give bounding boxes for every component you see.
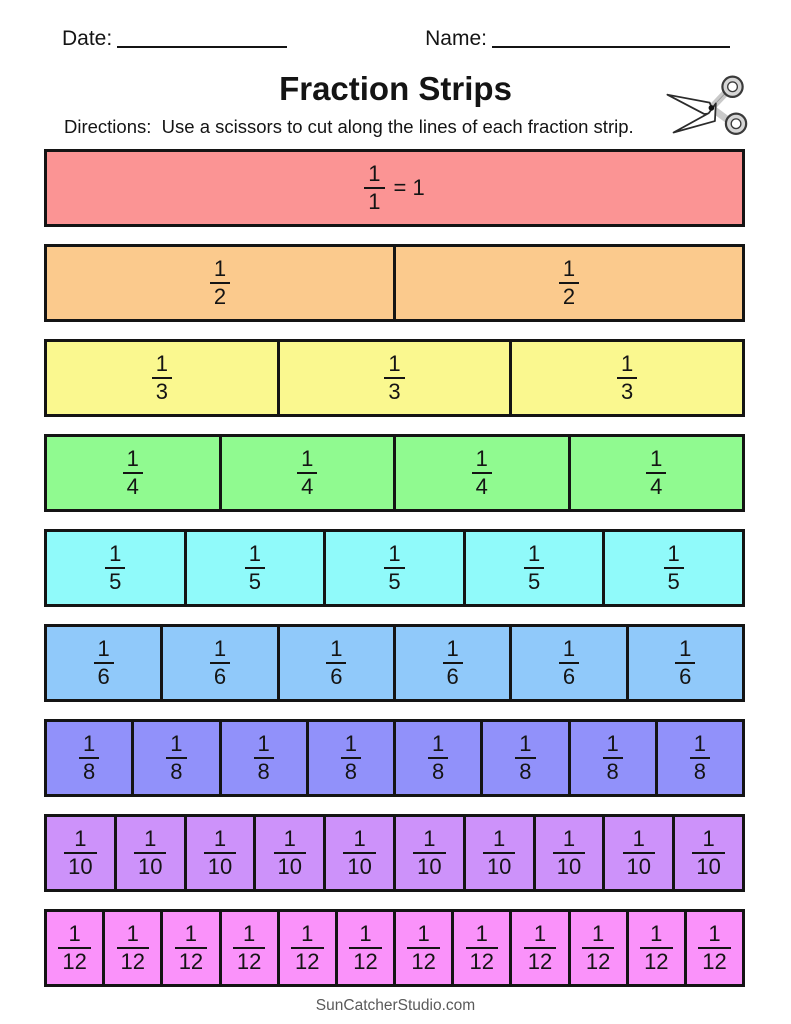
- fraction-cell-1-4: [571, 437, 743, 509]
- fraction-numerator: 1: [353, 826, 366, 851]
- fraction-denominator: 6: [562, 664, 576, 689]
- fraction-numerator: 1: [592, 921, 605, 946]
- fraction-denominator: 5: [109, 569, 122, 594]
- fraction-denominator: 5: [667, 569, 680, 594]
- fraction-cell-1-12: [454, 912, 512, 984]
- fraction-denominator: 4: [650, 474, 663, 499]
- fraction-cell-1-1: [47, 152, 742, 224]
- fraction-numerator: 1: [423, 826, 436, 851]
- fraction-label: [64, 828, 96, 878]
- fraction-denominator: 10: [68, 854, 93, 879]
- fraction-label: [443, 638, 463, 688]
- fraction-label: [603, 733, 623, 783]
- fraction-label: [326, 638, 346, 688]
- fraction-numerator: 1: [679, 636, 692, 661]
- fraction-cell-1-8: [396, 722, 483, 794]
- fraction-denominator: 2: [562, 284, 576, 309]
- fraction-cell-1-5: [187, 532, 327, 604]
- fraction-numerator: 1: [632, 826, 645, 851]
- fraction-label: [341, 733, 361, 783]
- fraction-denominator: 10: [556, 854, 582, 879]
- fraction-numerator: 1: [74, 826, 87, 851]
- fraction-cell-1-8: [483, 722, 570, 794]
- fraction-label: [343, 828, 375, 878]
- fraction-cell-1-8: [134, 722, 221, 794]
- fraction-label: [274, 828, 306, 878]
- fraction-strips-container: [44, 149, 745, 1004]
- fraction-label: [559, 258, 579, 308]
- fraction-cell-1-12: [222, 912, 280, 984]
- fraction-strip-1-1: [44, 149, 745, 227]
- fraction-label: [210, 258, 230, 308]
- fraction-label: [664, 543, 684, 593]
- fraction-label: [698, 923, 730, 973]
- fraction-cell-1-10: [187, 817, 257, 889]
- fraction-cell-1-8: [658, 722, 742, 794]
- fraction-strip-1-2: [44, 244, 745, 322]
- fraction-cell-1-10: [117, 817, 187, 889]
- fraction-numerator: 1: [388, 541, 401, 566]
- fraction-denominator: 10: [207, 854, 233, 879]
- fraction-numerator: 1: [144, 826, 157, 851]
- fraction-denominator: 8: [170, 759, 183, 784]
- fraction-label: [553, 828, 585, 878]
- fraction-label: [559, 638, 579, 688]
- fraction-label: [291, 923, 323, 973]
- fraction-cell-1-10: [536, 817, 606, 889]
- date-field: [62, 27, 287, 50]
- fraction-numerator: 1: [68, 921, 81, 946]
- fraction-label: [690, 733, 710, 783]
- fraction-label: [245, 543, 265, 593]
- fraction-numerator: 1: [359, 921, 372, 946]
- fraction-numerator: 1: [170, 731, 183, 756]
- fraction-cell-1-12: [629, 912, 687, 984]
- fraction-cell-1-5: [47, 532, 187, 604]
- fraction-denominator: 10: [626, 854, 652, 879]
- fraction-cell-1-3: [47, 342, 280, 414]
- fraction-cell-1-5: [466, 532, 606, 604]
- fraction-denominator: 3: [155, 379, 168, 404]
- fraction-cell-1-12: [571, 912, 629, 984]
- fraction-label: [364, 163, 384, 213]
- fraction-label: [623, 828, 655, 878]
- fraction-cell-1-8: [47, 722, 134, 794]
- fraction-cell-1-6: [396, 627, 512, 699]
- fraction-strip-1-8: [44, 719, 745, 797]
- fraction-denominator: 6: [679, 664, 692, 689]
- fraction-label: [349, 923, 381, 973]
- fraction-denominator: 12: [411, 949, 436, 974]
- fraction-label: [384, 353, 404, 403]
- fraction-label: [646, 448, 666, 498]
- fraction-denominator: 12: [353, 949, 378, 974]
- fraction-label: [617, 353, 637, 403]
- fraction-numerator: 1: [301, 446, 314, 471]
- fraction-denominator: 12: [295, 949, 320, 974]
- fraction-numerator: 1: [475, 446, 488, 471]
- fraction-numerator: 1: [97, 636, 110, 661]
- fraction-numerator: 1: [533, 921, 547, 946]
- fraction-cell-1-10: [326, 817, 396, 889]
- fraction-denominator: 6: [446, 664, 459, 689]
- fraction-numerator: 1: [432, 731, 445, 756]
- fraction-numerator: 1: [446, 636, 459, 661]
- fraction-numerator: 1: [344, 731, 357, 756]
- fraction-denominator: 6: [330, 664, 343, 689]
- fraction-cell-1-3: [280, 342, 513, 414]
- fraction-denominator: 12: [585, 949, 611, 974]
- fraction-cell-1-10: [47, 817, 117, 889]
- fraction-strip-1-4: [44, 434, 745, 512]
- fraction-label: [175, 923, 207, 973]
- fraction-label: [117, 923, 149, 973]
- fraction-strip-1-12: [44, 909, 745, 987]
- fraction-denominator: 8: [257, 759, 270, 784]
- fraction-numerator: 1: [109, 541, 122, 566]
- fraction-denominator: 12: [702, 949, 727, 974]
- fraction-label: [582, 923, 614, 973]
- fraction-cell-1-4: [396, 437, 571, 509]
- fraction-strip-1-6: [44, 624, 745, 702]
- fraction-denominator: 1: [368, 189, 381, 214]
- fraction-label: [94, 638, 114, 688]
- fraction-cell-1-4: [47, 437, 222, 509]
- fraction-label: [233, 923, 265, 973]
- fraction-numerator: 1: [283, 826, 296, 851]
- fraction-denominator: 5: [388, 569, 401, 594]
- fraction-numerator: 1: [650, 446, 663, 471]
- fraction-denominator: 4: [126, 474, 139, 499]
- fraction-cell-1-6: [47, 627, 163, 699]
- fraction-label: [675, 638, 695, 688]
- fraction-cell-1-12: [163, 912, 221, 984]
- fraction-label: [134, 828, 166, 878]
- fraction-numerator: 1: [562, 256, 576, 281]
- fraction-label: [254, 733, 274, 783]
- fraction-numerator: 1: [368, 161, 381, 186]
- fraction-numerator: 1: [301, 921, 314, 946]
- fraction-label: [204, 828, 236, 878]
- fraction-cell-1-2: [47, 247, 396, 319]
- date-blank-line: [117, 44, 287, 48]
- fraction-cell-1-6: [163, 627, 279, 699]
- fraction-label: [297, 448, 317, 498]
- fraction-denominator: 4: [475, 474, 488, 499]
- fraction-numerator: 1: [606, 731, 619, 756]
- fraction-cell-1-12: [512, 912, 570, 984]
- fraction-numerator: 1: [83, 731, 96, 756]
- fraction-cell-1-6: [512, 627, 628, 699]
- fraction-numerator: 1: [330, 636, 343, 661]
- fraction-numerator: 1: [184, 921, 198, 946]
- fraction-numerator: 1: [562, 826, 576, 851]
- fraction-numerator: 1: [417, 921, 430, 946]
- fraction-numerator: 1: [493, 826, 506, 851]
- fraction-cell-1-12: [396, 912, 454, 984]
- fraction-denominator: 12: [62, 949, 87, 974]
- fraction-numerator: 1: [475, 921, 488, 946]
- fraction-label: [524, 923, 556, 973]
- fraction-denominator: 12: [644, 949, 669, 974]
- fraction-denominator: 12: [469, 949, 495, 974]
- fraction-numerator: 1: [257, 731, 270, 756]
- page-title: Fraction Strips: [279, 70, 512, 108]
- fraction-cell-1-5: [605, 532, 742, 604]
- footer-credit: SunCatcherStudio.com: [315, 997, 476, 1014]
- fraction-denominator: 6: [97, 664, 110, 689]
- fraction-label: [166, 733, 186, 783]
- fraction-label: [483, 828, 515, 878]
- fraction-numerator: 1: [702, 826, 715, 851]
- fraction-label: [152, 353, 172, 403]
- fraction-denominator: 12: [120, 949, 145, 974]
- fraction-cell-1-8: [571, 722, 658, 794]
- fraction-denominator: 12: [178, 949, 204, 974]
- fraction-strip-1-5: [44, 529, 745, 607]
- fraction-strip-1-10: [44, 814, 745, 892]
- date-label: Date:: [62, 27, 113, 50]
- fraction-label: [515, 733, 535, 783]
- name-label: Name:: [425, 27, 487, 50]
- fraction-label: [524, 543, 544, 593]
- fraction-label: [79, 733, 99, 783]
- fraction-cell-1-10: [396, 817, 466, 889]
- fraction-label: [466, 923, 498, 973]
- fraction-label: [58, 923, 90, 973]
- fraction-denominator: 4: [301, 474, 314, 499]
- fraction-denominator: 12: [236, 949, 262, 974]
- fraction-label: [413, 828, 445, 878]
- fraction-numerator: 1: [126, 446, 139, 471]
- fraction-denominator: 6: [213, 664, 227, 689]
- fraction-cell-1-12: [280, 912, 338, 984]
- directions-text: Directions: Use a scissors to cut along the lines of each fraction strip.: [64, 116, 634, 138]
- fraction-label: [692, 828, 724, 878]
- fraction-cell-1-10: [675, 817, 742, 889]
- fraction-numerator: 1: [213, 826, 227, 851]
- fraction-denominator: 8: [344, 759, 357, 784]
- fraction-cell-1-10: [256, 817, 326, 889]
- fraction-label: [428, 733, 448, 783]
- fraction-denominator: 8: [606, 759, 619, 784]
- fraction-denominator: 8: [693, 759, 706, 784]
- fraction-denominator: 2: [213, 284, 227, 309]
- header-fields-row: [0, 0, 791, 50]
- fraction-numerator: 1: [126, 921, 139, 946]
- fraction-cell-1-6: [280, 627, 396, 699]
- fraction-cell-1-5: [326, 532, 466, 604]
- fraction-numerator: 1: [248, 541, 262, 566]
- fraction-label: [384, 543, 404, 593]
- fraction-denominator: 8: [432, 759, 445, 784]
- scissors-icon: [663, 74, 751, 140]
- fraction-denominator: 8: [519, 759, 532, 784]
- name-blank-line: [492, 44, 730, 48]
- fraction-denominator: 10: [277, 854, 303, 879]
- fraction-numerator: 1: [650, 921, 663, 946]
- fraction-denominator: 10: [696, 854, 721, 879]
- fraction-denominator: 3: [621, 379, 634, 404]
- fraction-numerator: 1: [621, 351, 634, 376]
- fraction-label: [640, 923, 672, 973]
- fraction-denominator: 5: [248, 569, 262, 594]
- fraction-cell-1-3: [512, 342, 742, 414]
- fraction-label: [472, 448, 492, 498]
- fraction-cell-1-12: [105, 912, 163, 984]
- fraction-denominator: 5: [527, 569, 541, 594]
- fraction-label: [123, 448, 143, 498]
- fraction-label: [407, 923, 439, 973]
- fraction-cell-1-4: [222, 437, 397, 509]
- fraction-numerator: 1: [213, 256, 227, 281]
- fraction-numerator: 1: [519, 731, 532, 756]
- fraction-label: [105, 543, 125, 593]
- fraction-cell-1-12: [338, 912, 396, 984]
- fraction-strip-1-3: [44, 339, 745, 417]
- fraction-denominator: 10: [137, 854, 163, 879]
- fraction-numerator: 1: [388, 351, 401, 376]
- fraction-numerator: 1: [708, 921, 721, 946]
- fraction-numerator: 1: [667, 541, 680, 566]
- fraction-cell-1-12: [47, 912, 105, 984]
- fraction-denominator: 3: [388, 379, 401, 404]
- fraction-cell-1-10: [466, 817, 536, 889]
- fraction-label: [210, 638, 230, 688]
- fraction-cell-1-10: [605, 817, 675, 889]
- equals-one-label: = 1: [393, 175, 425, 200]
- fraction-numerator: 1: [562, 636, 576, 661]
- fraction-numerator: 1: [213, 636, 227, 661]
- name-field: [425, 27, 730, 50]
- fraction-numerator: 1: [242, 921, 256, 946]
- fraction-cell-1-2: [396, 247, 742, 319]
- fraction-numerator: 1: [693, 731, 706, 756]
- fraction-cell-1-12: [687, 912, 742, 984]
- fraction-denominator: 10: [417, 854, 442, 879]
- fraction-denominator: 8: [83, 759, 96, 784]
- fraction-cell-1-8: [309, 722, 396, 794]
- fraction-cell-1-8: [222, 722, 309, 794]
- fraction-denominator: 10: [486, 854, 512, 879]
- fraction-cell-1-6: [629, 627, 742, 699]
- fraction-denominator: 10: [347, 854, 372, 879]
- fraction-numerator: 1: [155, 351, 168, 376]
- fraction-denominator: 12: [527, 949, 553, 974]
- fraction-numerator: 1: [527, 541, 541, 566]
